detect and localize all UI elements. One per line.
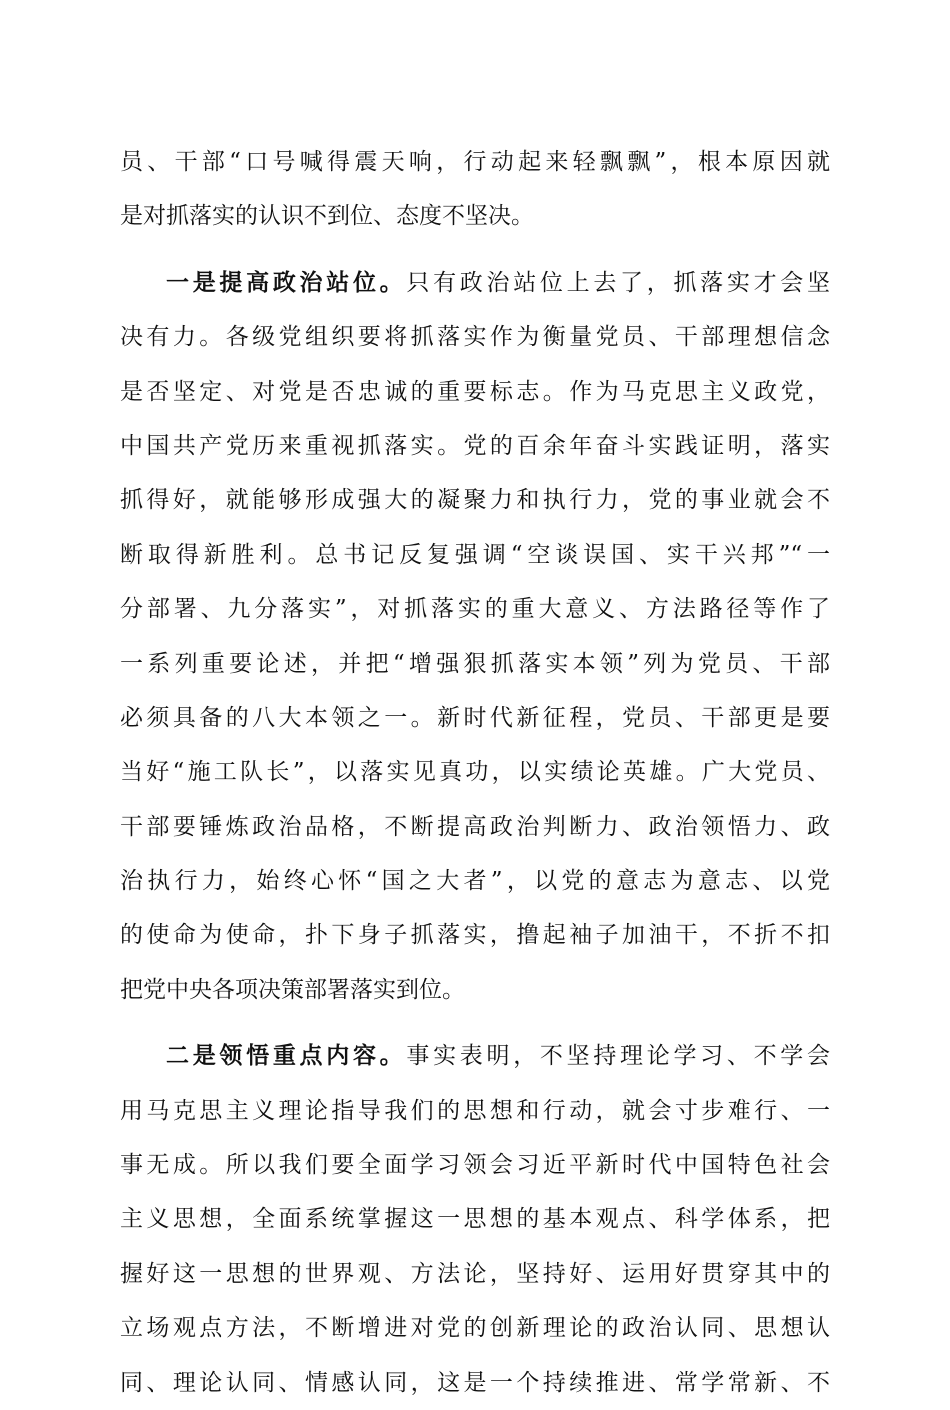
text-line: 事无成。所以我们要全面学习领会习近平新时代中国特色社会 bbox=[120, 1152, 830, 1179]
text-line-with-heading bbox=[120, 1029, 830, 1083]
text-line: 治执行力，始终心怀“国之大者”，以党的意志为意志、以党 bbox=[120, 868, 830, 895]
text-line: 的使命为使命，扑下身子抓落实，撸起袖子加油干，不折不扣 bbox=[120, 922, 830, 949]
text-run: 事实表明，不坚持理论学习、不学会 bbox=[406, 1043, 830, 1070]
paragraph-spacer bbox=[120, 244, 830, 256]
paragraph-2 bbox=[120, 256, 830, 1017]
text-line: 决有力。各级党组织要将抓落实作为衡量党员、干部理想信念 bbox=[120, 324, 830, 351]
text-line: 分部署、九分落实”，对抓落实的重大意义、方法路径等作了 bbox=[120, 596, 830, 623]
paragraph-heading: 一是提高政治站位。 bbox=[166, 268, 407, 296]
text-line: 抓得好，就能够形成强大的凝聚力和执行力，党的事业就会不 bbox=[120, 487, 830, 514]
text-line: 断取得新胜利。总书记反复强调“空谈误国、实干兴邦”“一 bbox=[120, 541, 830, 568]
text-line: 用马克思主义理论指导我们的思想和行动，就会寸步难行、一 bbox=[120, 1097, 830, 1124]
text-line: 主义思想，全面系统掌握这一思想的基本观点、科学体系，把 bbox=[120, 1206, 830, 1233]
text-line: 立场观点方法，不断增进对党的创新理论的政治认同、思想认 bbox=[120, 1315, 830, 1342]
text-line: 干部要锤炼政治品格，不断提高政治判断力、政治领悟力、政 bbox=[120, 813, 830, 840]
text-line: 是对抓落实的认识不到位、态度不坚决。 bbox=[120, 203, 534, 230]
text-line-with-heading bbox=[120, 256, 830, 310]
text-line: 同、理论认同、情感认同，这是一个持续推进、常学常新、不 bbox=[120, 1369, 830, 1396]
paragraph-spacer bbox=[120, 1017, 830, 1029]
paragraph-3 bbox=[120, 1029, 830, 1410]
paragraph-heading: 二是领悟重点内容。 bbox=[166, 1042, 407, 1070]
text-line: 必须具备的八大本领之一。新时代新征程，党员、干部更是要 bbox=[120, 704, 830, 731]
text-line: 握好这一思想的世界观、方法论，坚持好、运用好贯穿其中的 bbox=[120, 1260, 830, 1287]
text-line: 把党中央各项决策部署落实到位。 bbox=[120, 976, 465, 1003]
paragraph-1 bbox=[120, 135, 830, 244]
text-line: 是否坚定、对党是否忠诚的重要标志。作为马克思主义政党， bbox=[120, 378, 830, 405]
text-line: 中国共产党历来重视抓落实。党的百余年奋斗实践证明，落实 bbox=[120, 432, 830, 459]
text-run: 只有政治站位上去了，抓落实才会坚 bbox=[406, 269, 830, 296]
text-line: 员、干部“口号喊得震天响，行动起来轻飘飘”，根本原因就 bbox=[120, 149, 830, 175]
text-line: 一系列重要论述，并把“增强狠抓落实本领”列为党员、干部 bbox=[120, 650, 830, 677]
document-body bbox=[120, 135, 830, 1410]
text-line: 当好“施工队长”，以落实见真功，以实绩论英雄。广大党员、 bbox=[120, 759, 830, 786]
